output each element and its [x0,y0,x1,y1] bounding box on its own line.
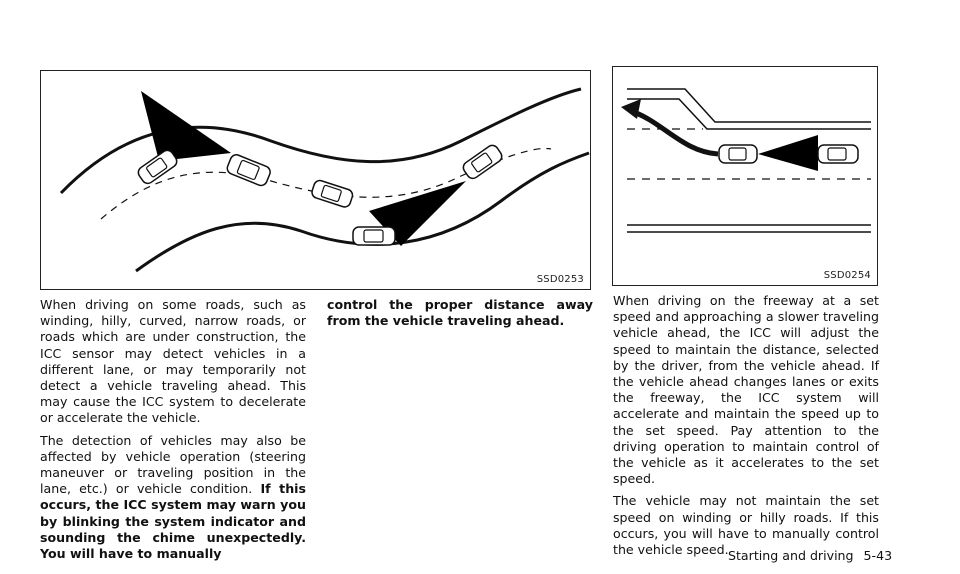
figure-freeway [612,66,878,286]
car-icon [818,145,858,163]
paragraph: When driving on some roads, such as winding, hilly, curved, narrow roads, or roads which are under construction, the ICC sensor may detect vehicles in a different lane, or may temporarily not detect a vehicle traveling ahead. This may cause the ICC system to decelerate or accelerate the vehicle. [40,297,306,426]
figure-code: SSD0254 [823,270,871,281]
figure-winding-road [40,70,591,290]
figure-code: SSD0253 [536,274,584,285]
freeway-illustration [613,67,877,285]
radar-wedge-3 [758,135,818,171]
section-title: Starting and driving [728,548,854,563]
car-icon [353,227,395,245]
paragraph-bold: If this occurs, the ICC system may warn you by blinking the system indicator and sounding the chime unexpectedly. You will have to manually [40,481,306,562]
car-icon [310,179,354,208]
paragraph-text: The detection of vehicles may also be affected by vehicle operation (steering maneuver or traveling position in the lane, etc.) or vehicle condition. [40,432,306,497]
text-column-3 [613,293,879,564]
page-number: 5-43 [863,548,893,563]
winding-road-illustration [41,71,590,289]
text-column-2 [327,297,593,335]
paragraph: The vehicle may not maintain the set speed on winding or hilly roads. If this occurs, you will have to manually control the vehicle speed. [613,493,879,558]
paragraph-bold: control the proper distance away from the vehicle traveling ahead. [327,297,593,329]
text-column-1 [40,297,306,568]
page-footer [728,548,892,563]
paragraph [40,433,306,563]
radar-wedge-1 [141,91,231,161]
paragraph: When driving on the freeway at a set speed and approaching a slower traveling vehicle ahead, the ICC will adjust the speed to maintain the distance, selected by the driver, from the vehicle ahead. If the vehicle ahead changes lanes or exits the freeway, the ICC system will accelerate and maintain the speed up to the set speed. Pay attention to the driving operation to maintain control of the vehicle as it accelerates to the set speed. [613,293,879,487]
car-icon [226,153,272,187]
car-icon [719,145,757,163]
car-icon [461,143,504,181]
paragraph [327,297,593,329]
